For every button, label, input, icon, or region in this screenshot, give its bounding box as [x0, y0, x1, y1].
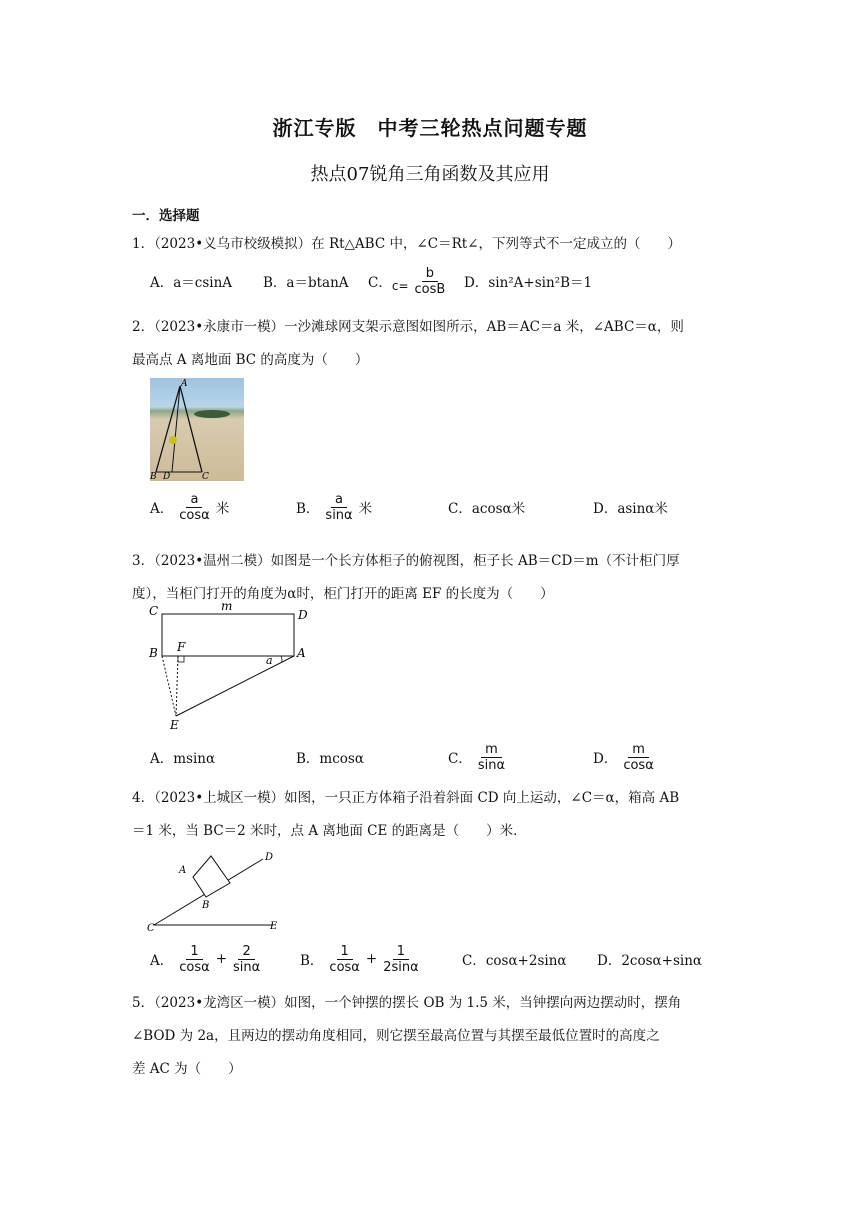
- q1-option-c-label: C．: [368, 275, 392, 291]
- q4-option-a-fraction-1: [175, 944, 213, 975]
- question-1-options: [150, 266, 710, 296]
- fig2-label-d: D: [163, 472, 171, 481]
- q4-option-b: [300, 944, 425, 974]
- q3-option-b: B．mcosα: [296, 751, 364, 767]
- q2-option-a-fraction: [175, 492, 213, 523]
- fig3-label-alpha: a: [266, 654, 273, 667]
- q3-option-d: [593, 742, 660, 772]
- fraction-numerator: 1: [186, 944, 202, 960]
- fraction-numerator: m: [628, 742, 649, 758]
- q3-option-d-label: D．: [593, 751, 618, 767]
- q4-option-b-label: B．: [300, 953, 324, 969]
- fig3-label-b: B: [149, 646, 158, 660]
- plus-sign: +: [215, 951, 228, 967]
- fraction-denominator: cosB: [414, 281, 446, 297]
- fraction-numerator: 1: [393, 944, 409, 960]
- fig3-label-a: A: [297, 646, 306, 660]
- question-4-stem-line2: ＝1 米，当 BC＝2 米时，点 A 离地面 CE 的距离是（ ）米．: [132, 823, 527, 839]
- question-3-stem-line1: 3．（2023•温州二模）如图是一个长方体柜子的俯视图，柜子长 AB＝CD＝m（不计柜门厚: [132, 553, 680, 569]
- question-3-stem-line2: 度），当柜门打开的角度为α时，柜门打开的距离 EF 的长度为（ ）: [132, 586, 554, 602]
- fraction-denominator: cosα: [329, 959, 360, 975]
- fig3-label-m: m: [221, 599, 233, 613]
- cabinet-diagram: [145, 598, 325, 738]
- fraction-denominator: cosα: [179, 507, 210, 523]
- q2-option-b-label: B．: [296, 501, 320, 517]
- q4-option-a: [150, 944, 266, 974]
- question-5-stem-line3: 差 AC 为（ ）: [132, 1061, 242, 1077]
- question-3-options: [150, 742, 710, 772]
- fig4-label-e: E: [270, 921, 278, 932]
- fig4-label-b: B: [202, 900, 210, 911]
- fraction-numerator: m: [481, 742, 502, 758]
- q4-option-a-fraction-2: [229, 944, 264, 975]
- fig2-label-a: A: [181, 379, 188, 389]
- plus-sign: +: [365, 951, 378, 967]
- question-5-stem-line1: 5．（2023•龙湾区一模）如图，一个钟摆的摆长 OB 为 1.5 米，当钟摆向两边摆动时，摆角: [132, 995, 682, 1011]
- fraction-denominator: sinα: [477, 757, 506, 773]
- question-2-stem-line2: 最高点 A 离地面 BC 的高度为（ ）: [132, 352, 369, 368]
- fraction-denominator: sinα: [325, 507, 353, 523]
- q4-option-a-label: A．: [150, 953, 174, 969]
- section-heading: 一．选择题: [132, 208, 200, 224]
- fig2-label-b: B: [150, 472, 157, 481]
- q2-option-a-unit: 米: [215, 501, 230, 517]
- fraction-denominator: 2sinα: [383, 959, 419, 975]
- question-5-stem-line2: ∠BOD 为 2a，且两边的摆动角度相同，则它摆至最高位置与其摆至最低位置时的高度之: [132, 1028, 660, 1044]
- q4-option-d: D．2cosα+sinα: [597, 953, 703, 969]
- q2-option-d: D．asinα米: [593, 501, 668, 517]
- q4-option-b-fraction-1: [325, 944, 363, 975]
- fig3-label-f: F: [177, 640, 186, 654]
- fig3-label-c: C: [149, 604, 159, 618]
- fig4-label-c: C: [147, 923, 155, 934]
- q1-option-a: A．a＝csinA: [150, 275, 233, 291]
- question-2-options: [150, 492, 710, 522]
- fig3-label-d: D: [298, 608, 308, 622]
- question-4-stem-line1: 4．（2023•上城区一模）如图，一只正方体箱子沿着斜面 CD 向上运动，∠C＝α，箱高 AB: [132, 790, 680, 806]
- q3-option-d-fraction: [619, 742, 657, 773]
- q1-option-c-lhs: c=: [391, 279, 409, 293]
- q3-option-a: A．msinα: [150, 751, 216, 767]
- q4-option-b-fraction-2: [379, 944, 422, 975]
- fig2-label-c: C: [202, 472, 209, 481]
- question-1-stem: 1．（2023•义乌市校级模拟）在 Rt△ABC 中，∠C＝Rt∠，下列等式不一定成立的（ ）: [132, 236, 682, 252]
- q2-option-a: [150, 492, 229, 522]
- fraction-numerator: a: [331, 492, 347, 508]
- fig4-label-a: A: [179, 865, 187, 876]
- fraction-numerator: b: [422, 266, 438, 282]
- question-2-stem-line1: 2．（2023•永康市一模）一沙滩球网支架示意图如图所示，AB＝AC＝a 米，∠ABC＝α，则: [132, 319, 684, 335]
- q2-option-b: [296, 492, 372, 522]
- beach-net-photo: [150, 378, 244, 481]
- q2-option-a-label: A．: [150, 501, 174, 517]
- fraction-numerator: a: [186, 492, 202, 508]
- question-4-options: [150, 944, 730, 974]
- beach-net-diagram: [150, 378, 244, 481]
- q1-option-c: [368, 266, 451, 296]
- q1-option-d: D．sin²A+sin²B＝1: [464, 275, 593, 291]
- q2-option-b-unit: 米: [358, 501, 373, 517]
- q1-option-c-fraction: [411, 266, 450, 297]
- fraction-numerator: 1: [337, 944, 353, 960]
- page-title: 浙江专版 中考三轮热点问题专题: [272, 116, 588, 140]
- fraction-denominator: sinα: [233, 959, 261, 975]
- q3-option-c-fraction: [474, 742, 509, 773]
- fig4-label-d: D: [265, 852, 274, 863]
- q3-option-c-label: C．: [448, 751, 472, 767]
- page-subtitle: 热点07锐角三角函数及其应用: [310, 164, 550, 185]
- box-on-slope-diagram: [145, 848, 295, 936]
- q3-option-c: [448, 742, 511, 772]
- q1-option-b: B．a＝btanA: [263, 275, 349, 291]
- q2-option-b-fraction: [321, 492, 356, 523]
- fig3-label-e: E: [170, 718, 179, 732]
- fraction-denominator: cosα: [179, 959, 210, 975]
- fraction-denominator: cosα: [623, 757, 654, 773]
- q4-option-c: C．cosα+2sinα: [462, 953, 567, 969]
- fraction-numerator: 2: [238, 944, 254, 960]
- q2-option-c: C．acosα米: [448, 501, 526, 517]
